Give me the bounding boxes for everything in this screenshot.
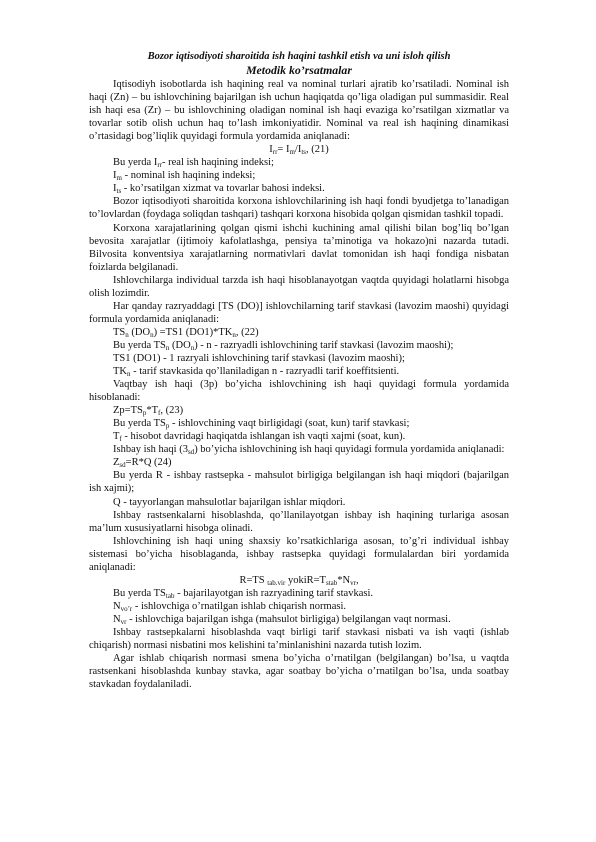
subscript-text: n	[232, 330, 236, 339]
paragraph	[89, 143, 509, 156]
paragraph-text: I	[113, 183, 117, 195]
paragraph	[89, 326, 509, 339]
paragraph-text: Ishlovchilarga individual tarzda ish haqi hisoblanayotgan vaqtda quyidagi holatlarni hisobga olish lozimdir.	[89, 274, 509, 299]
paragraph	[89, 378, 509, 404]
paragraph	[89, 404, 509, 417]
paragraph-text: (DO	[128, 326, 151, 338]
paragraph-text: - real ish haqining indeksi;	[162, 157, 274, 169]
document-page	[89, 50, 509, 691]
paragraph	[89, 352, 509, 365]
subscript-text: n	[127, 370, 131, 379]
paragraph-text: TS	[113, 326, 126, 338]
paragraph-text: - ishlovchining vaqt birligidagi (soat, kun) tarif stavkasi;	[169, 418, 410, 430]
paragraph	[89, 78, 509, 143]
subscript-text: tab.vir	[267, 578, 286, 587]
document-subtitle: Metodik ko’rsatmalar	[246, 63, 352, 77]
paragraph-text: N	[113, 600, 121, 612]
paragraph	[89, 169, 509, 182]
paragraph	[89, 365, 509, 378]
paragraph-text: Bu yerda R - ishbay rastsepka - mahsulot birligiga belgilangan ish haqi miqdori (bajarilgan ish xajmi);	[89, 470, 509, 495]
subscript-text: rr	[272, 148, 278, 157]
subscript-text: vr	[120, 617, 127, 626]
paragraph-text: I	[269, 144, 273, 156]
paragraph	[89, 222, 509, 274]
paragraph	[89, 300, 509, 326]
paragraph	[89, 574, 509, 587]
paragraph	[89, 456, 509, 469]
paragraph-text: , (22)	[235, 326, 259, 338]
paragraph	[89, 339, 509, 352]
document-title: Bozor iqtisodiyoti sharoitida ish haqini tashkil etish va uni isloh qilish	[147, 51, 451, 62]
paragraph-text: - hisobot davridagi haqiqatda ishlangan ish vaqti xajmi (soat, kun).	[121, 431, 406, 443]
paragraph-text: , (23)	[160, 405, 184, 417]
paragraph-text: ) - n - razryadli ishlovchining tarif stavkasi (lavozim maoshi);	[194, 339, 454, 351]
paragraph-text: I	[113, 170, 117, 182]
subscript-text: m	[116, 174, 122, 183]
paragraph-text: Ishbay ish haqi (3	[113, 444, 188, 456]
paragraph	[89, 496, 509, 509]
paragraph-text: Bu yerda I	[113, 157, 158, 169]
subscript-text: f	[158, 409, 161, 418]
paragraph-text: Har qanday razryaddagi [TS (DO)] ishlovchilarning tarif stavkasi (lavozim maoshi) quyidagi formula yordamida aniqlanadi:	[89, 300, 509, 325]
subscript-text: m	[289, 148, 295, 157]
paragraph	[89, 469, 509, 495]
subscript-text: stab	[325, 578, 338, 587]
subscript-text: sd	[119, 461, 126, 470]
paragraph	[89, 274, 509, 300]
paragraph-text: R=TS	[239, 574, 268, 586]
paragraph-text: ) =TS1 (DO1)*TK	[153, 326, 233, 338]
paragraph	[89, 626, 509, 652]
paragraph-text: =R*Q (24)	[125, 457, 172, 469]
subscript-text: p	[142, 409, 147, 418]
paragraph	[89, 613, 509, 626]
paragraph-text: Ishbay rastsepkalarni hisoblashda vaqt birligi tarif stavkasi nisbati va ish vaqti (ishlab chiqarish) normasi nisbatini mos kelishini ta’minlanishini nazarda tutish lozim.	[89, 626, 509, 652]
paragraph-text: Bu yerda TS	[113, 587, 166, 599]
paragraph-text: *T	[146, 405, 159, 417]
paragraph-text: Z	[113, 457, 120, 469]
paragraph-text: yokiR=T	[285, 574, 326, 586]
paragraph-text: Ishlovchining ish haqi uning shaxsiy ko’rsatkichlariga asosan, to’g’ri individual ishbay sistemasi bo’yicha hisoblaganda, ishbay rastsepka quyidagi formulalardan biri yordamida aniqlanadi:	[89, 535, 509, 573]
subscript-text: ts	[116, 187, 122, 196]
subscript-text: f	[119, 435, 122, 444]
subscript-text: ts	[301, 148, 306, 157]
paragraph-text: ,	[355, 574, 359, 586]
paragraph	[89, 535, 509, 574]
subscript-text: tab	[165, 591, 175, 600]
subscript-text: vr	[350, 578, 356, 587]
paragraph-text: , (21)	[306, 144, 329, 156]
paragraph-text: /I	[294, 144, 302, 156]
paragraph	[89, 430, 509, 443]
paragraph-text: T	[113, 431, 120, 443]
subscript-text: sd	[187, 448, 195, 457]
subscript-text: vo’r	[120, 604, 133, 613]
paragraph-text: - ishlovchiga bajarilgan ishga (mahsulot birligiga) belgilangan vaqt normasi.	[126, 613, 451, 625]
paragraph-text: Bozor iqtisodiyoti sharoitida korxona ishlovchilarining ish haqi fondi byudjetga to’lanadigan to’lovlardan (foydaga soliqdan tashqari) tashqari korxona hisobida qolgan qismidan tashkil topadi.	[89, 196, 509, 221]
paragraph-text: Vaqtbay ish haqi (3p) bo’yicha ishlovchining ish haqi quyidagi formula yordamida hisoblanadi:	[89, 379, 509, 404]
paragraph-text: Agar ishlab chiqarish normasi smena bo’yicha o’rnatilgan (belgilangan) bo’lsa, u vaqtda rastsenkani hisoblashda kunbay stavka, agar soatbay bo’yicha o’rnatilgan bo’lsa, unda soatbay stavkadan foydalaniladi.	[89, 653, 509, 691]
paragraph-text: - nominal ish haqining indeksi;	[121, 170, 256, 182]
subscript-text: p	[165, 422, 170, 431]
paragraph-text: Q - tayyorlangan mahsulotlar bajarilgan ishlar miqdori.	[113, 496, 346, 508]
paragraph	[89, 652, 509, 691]
paragraph-text: ) bo’yicha ishlovchining ish haqi quyidagi formula yordamida aniqlanadi:	[194, 444, 505, 456]
paragraph-text: Zp=TS	[113, 405, 143, 417]
paragraph-text: = I	[277, 144, 290, 156]
paragraph-text: - bajarilayotgan ish razryadining tarif stavkasi.	[174, 587, 374, 599]
paragraph	[89, 587, 509, 600]
paragraph	[89, 600, 509, 613]
subscript-text: n	[165, 343, 170, 352]
subscript-text: n	[150, 330, 154, 339]
subscript-text: n	[190, 343, 195, 352]
subscript-text: rr	[157, 161, 162, 170]
paragraph-text: - tarif stavkasida qo’llaniladigan n - razryadli tarif koeffitsienti.	[130, 366, 400, 378]
paragraph-text: Ishbay rastsenkalarni hisoblashda, qo’llanilayotgan ishbay ish haqining turlariga asosan ma’lum xususiyatlarni hisobga olinadi.	[89, 509, 509, 534]
paragraph	[89, 195, 509, 221]
paragraph-text: - ishlovchiga o’rnatilgan ishlab chiqarish normasi.	[132, 600, 347, 612]
paragraph-text: Bu yerda TS	[113, 339, 166, 351]
paragraph-text: N	[113, 613, 121, 625]
paragraph-text: Korxona xarajatlarining qolgan qismi ishchi kuchining amal qilishi bilan bog’liq bo’lgan bevosita xarajatlar (ijtimoiy kafolatlashga, pensiya ta’minotiga va hokazo)ni nazarda tutadi. Bilvosita konventsiya xarajatlarning normativlari davlat tomonidan ish haqi fondiga nisbatan foizlarda belgilanadi.	[89, 222, 509, 273]
paragraph	[89, 417, 509, 430]
paragraph-text: *N	[337, 574, 351, 586]
paragraph	[89, 443, 509, 456]
paragraph	[89, 182, 509, 195]
document-body	[89, 78, 509, 691]
paragraph-text: - ko’rsatilgan xizmat va tovarlar bahosi indeksi.	[121, 183, 325, 195]
paragraph	[89, 509, 509, 535]
paragraph-text: TK	[113, 366, 127, 378]
paragraph-text: Bu yerda TS	[113, 418, 166, 430]
paragraph-text: (DO	[169, 339, 191, 351]
subscript-text: n	[125, 330, 129, 339]
paragraph-text: TS1 (DO1) - 1 razryali ishlovchining tarif stavkasi (lavozim maoshi);	[113, 352, 405, 364]
paragraph	[89, 156, 509, 169]
paragraph-text: Iqtisodiyh isobotlarda ish haqining real va nominal turlari ajratib ko’rsatiladi. Nominal ish haqi (Zn) – bu ishlovchining bajarilgan ish uchun haqiqatda qo’liga oladigan pul summasidir. Real ish haqi esa (Zr) – bu ishlovchining oladigan nominal ish haqi evaziga ko’rsatilgan xizmatlar va tovarlar sotib olish uchun haq to’lash imkoniyatidir. Nominal va real ish haqining dinamikasi o’rtasidagi bog’liqlik quyidagi formula yordamida aniqlanadi:	[89, 79, 509, 143]
